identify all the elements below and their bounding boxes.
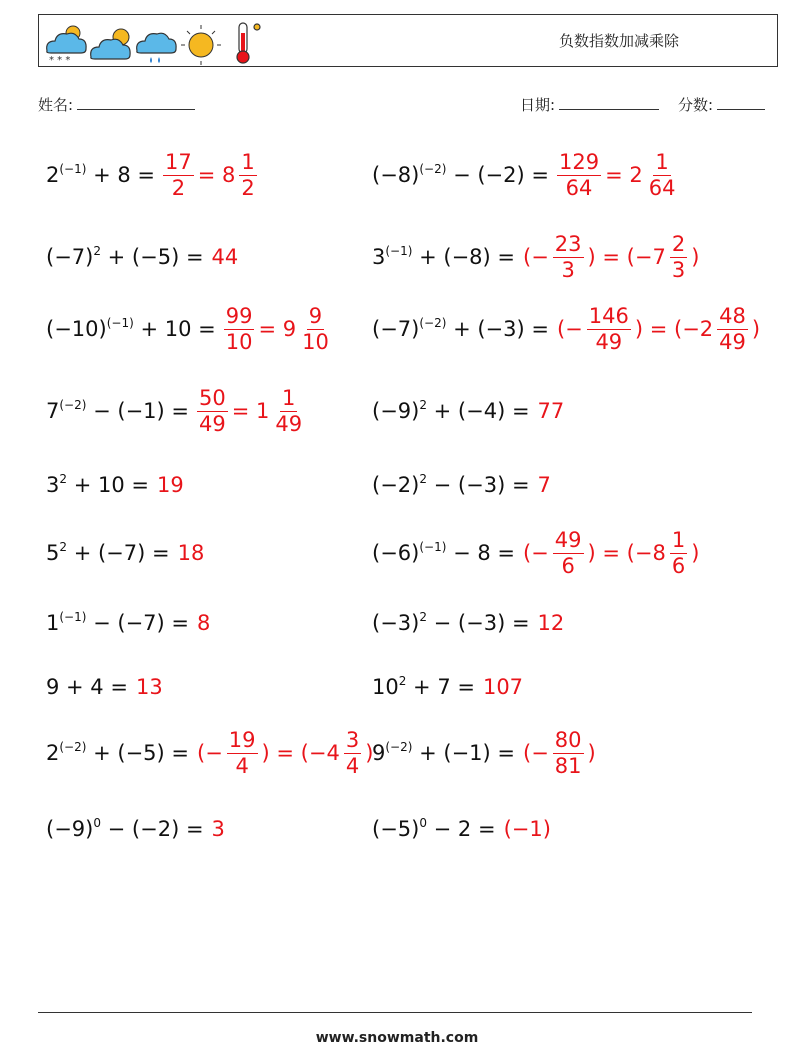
question-text xyxy=(372,815,496,841)
answer-text: (− xyxy=(197,740,223,765)
answer-text: (− xyxy=(556,316,583,341)
question-text xyxy=(46,815,204,841)
sun-cloud-icon xyxy=(91,29,130,59)
question-text xyxy=(46,315,216,341)
problem-item xyxy=(46,462,186,508)
problem-item xyxy=(372,306,762,352)
answer-text: 7 xyxy=(537,472,551,497)
question-rest: + (−3) = xyxy=(446,316,549,341)
problem-item xyxy=(372,462,553,508)
fraction-denominator: 49 xyxy=(199,411,226,436)
answer xyxy=(176,540,207,565)
thermometer-icon xyxy=(237,23,260,63)
answer-text: = 8 xyxy=(197,162,236,187)
question-exponent: (−1) xyxy=(419,539,447,554)
problem-item xyxy=(46,530,206,576)
question-base: 7 xyxy=(46,398,60,423)
question-text xyxy=(46,674,128,699)
fraction-denominator: 64 xyxy=(648,175,676,200)
question-rest: + (−5) = xyxy=(86,740,189,765)
footer-url: www.snowmath.com xyxy=(315,1030,479,1046)
question-text xyxy=(46,161,156,187)
answer-fraction xyxy=(197,386,228,435)
problem-item xyxy=(372,806,553,852)
fraction-numerator: 3 xyxy=(345,728,360,753)
question-base: (−6) xyxy=(372,540,420,565)
question-rest: + 10 = xyxy=(67,472,149,497)
name-field[interactable] xyxy=(38,94,195,115)
question-exponent: 2 xyxy=(93,243,101,258)
fraction-numerator: 1 xyxy=(241,150,255,175)
fraction-numerator: 17 xyxy=(165,150,192,175)
footer-divider xyxy=(38,1012,752,1013)
fraction-numerator: 50 xyxy=(199,386,226,411)
question-exponent: (−2) xyxy=(385,739,413,754)
fraction-denominator: 81 xyxy=(554,753,582,778)
question-rest: + (−7) = xyxy=(67,540,170,565)
answer xyxy=(536,398,567,423)
fraction-denominator: 3 xyxy=(671,257,686,282)
question-text xyxy=(46,243,204,269)
answer-text: 12 xyxy=(537,610,565,635)
answer xyxy=(210,816,227,841)
answer-text: 107 xyxy=(482,674,524,699)
answer xyxy=(555,150,679,199)
answer xyxy=(536,610,567,635)
problem-item xyxy=(372,664,525,710)
question-base: (−2) xyxy=(372,472,420,497)
answer xyxy=(195,610,212,635)
answer xyxy=(521,528,701,577)
answer-text: = 2 xyxy=(605,162,643,187)
date-label: 日期: xyxy=(520,96,556,114)
question-rest: − 8 = xyxy=(446,540,515,565)
fraction-denominator: 49 xyxy=(719,329,746,354)
answer-fraction xyxy=(647,150,678,199)
question-exponent: 2 xyxy=(419,609,427,624)
fraction-denominator: 6 xyxy=(561,553,575,578)
question-text xyxy=(372,539,515,565)
answer-fraction xyxy=(273,386,304,435)
question-exponent: 2 xyxy=(419,471,427,486)
fraction-denominator: 4 xyxy=(345,753,360,778)
question-rest: + 10 = xyxy=(133,316,216,341)
question-exponent: 2 xyxy=(59,471,68,486)
answer-fraction xyxy=(717,304,748,353)
answer xyxy=(161,150,259,199)
question-exponent: 2 xyxy=(419,397,427,412)
answer xyxy=(502,816,553,841)
fraction-numerator: 9 xyxy=(308,304,323,329)
answer-text: = 1 xyxy=(231,398,270,423)
answer-text: 8 xyxy=(197,610,211,635)
answer xyxy=(481,674,525,699)
question-text xyxy=(372,739,515,765)
question-rest: + 8 = xyxy=(86,162,156,187)
problem-item xyxy=(46,306,333,352)
question-exponent: 0 xyxy=(93,815,101,830)
answer xyxy=(521,232,701,281)
question-rest: − (−2) = xyxy=(100,816,204,841)
answer-fraction xyxy=(587,304,631,353)
question-rest: − 2 = xyxy=(426,816,496,841)
fraction-numerator: 80 xyxy=(554,728,582,753)
score-field[interactable] xyxy=(678,94,765,115)
answer-text: (− xyxy=(523,740,549,765)
problem-item xyxy=(372,234,701,280)
question-rest: − (−3) = xyxy=(426,610,530,635)
question-rest: − (−3) = xyxy=(426,472,530,497)
answer-fraction xyxy=(553,728,584,777)
problem-item xyxy=(46,664,165,710)
fraction-denominator: 49 xyxy=(595,329,623,354)
answer xyxy=(555,304,762,353)
answer-fraction xyxy=(670,528,687,577)
question-exponent: (−1) xyxy=(59,609,87,624)
problem-item xyxy=(46,152,259,198)
fraction-denominator: 49 xyxy=(275,411,303,436)
question-base: 1 xyxy=(46,610,60,635)
answer-text: ) xyxy=(587,740,596,765)
fraction-numerator: 129 xyxy=(558,150,600,175)
fraction-denominator: 4 xyxy=(235,753,249,778)
answer-text: ) = (−4 xyxy=(261,740,340,765)
question-base: (−5) xyxy=(372,816,420,841)
problem-item xyxy=(46,730,375,776)
question-rest: − (−1) = xyxy=(86,398,189,423)
question-base: 9 xyxy=(372,740,386,765)
fraction-denominator: 2 xyxy=(171,175,186,200)
answer-text: 77 xyxy=(537,398,565,423)
answer xyxy=(210,244,241,269)
question-exponent: (−2) xyxy=(59,397,87,412)
svg-text:* * *: * * * xyxy=(49,55,71,65)
snow-cloud-icon xyxy=(47,26,86,65)
fraction-denominator: 6 xyxy=(671,553,686,578)
answer-fraction xyxy=(553,232,584,281)
fraction-denominator: 10 xyxy=(302,329,329,354)
answer xyxy=(155,472,186,497)
question-base: (−7) xyxy=(46,244,94,269)
weather-icons xyxy=(43,19,273,65)
problem-item xyxy=(46,388,306,434)
fraction-numerator: 19 xyxy=(228,728,256,753)
answer-text: ) xyxy=(751,316,761,341)
problem-item xyxy=(46,600,212,646)
question-base: (−3) xyxy=(372,610,420,635)
problem-item xyxy=(46,806,227,852)
answer-text: 19 xyxy=(156,472,184,497)
answer-text: 3 xyxy=(211,816,225,841)
worksheet-title: 负数指数加减乘除 xyxy=(559,32,680,50)
question-exponent: (−1) xyxy=(385,243,413,258)
answer-fraction xyxy=(239,150,256,199)
question-exponent: 0 xyxy=(419,815,427,830)
answer-fraction xyxy=(557,150,601,199)
question-exponent: (−1) xyxy=(59,161,87,176)
question-rest: + (−8) = xyxy=(412,244,515,269)
answer-fraction xyxy=(227,728,258,777)
answer-fraction xyxy=(344,728,361,777)
answer-fraction xyxy=(553,528,584,577)
question-exponent: 2 xyxy=(398,673,407,688)
sun-icon xyxy=(181,25,221,65)
question-base: (−10) xyxy=(46,316,107,341)
answer-fraction xyxy=(224,304,255,353)
question-exponent: (−2) xyxy=(59,739,87,754)
problem-item xyxy=(372,530,701,576)
answer-text: (− xyxy=(522,540,549,565)
answer-text: = 9 xyxy=(258,316,297,341)
score-blank[interactable] xyxy=(717,108,765,110)
question-exponent: 2 xyxy=(59,539,68,554)
question-base: (−9) xyxy=(372,398,420,423)
fraction-denominator: 64 xyxy=(565,175,593,200)
problem-item xyxy=(372,600,566,646)
answer-text: ) xyxy=(691,244,700,269)
answer-text: 13 xyxy=(135,674,163,699)
question-text xyxy=(372,609,530,635)
fraction-numerator: 23 xyxy=(554,232,582,257)
question-text xyxy=(46,539,170,565)
question-text xyxy=(372,673,475,699)
problem-item xyxy=(46,234,240,280)
fraction-numerator: 2 xyxy=(671,232,686,257)
question-rest: + (−4) = xyxy=(426,398,530,423)
problem-item xyxy=(372,730,598,776)
fraction-denominator: 2 xyxy=(241,175,255,200)
question-text xyxy=(46,739,189,765)
name-label: 姓名: xyxy=(38,96,74,114)
answer-fraction xyxy=(163,150,194,199)
fraction-numerator: 1 xyxy=(671,528,686,553)
question-rest: − (−7) = xyxy=(86,610,189,635)
question-text xyxy=(46,609,189,635)
answer xyxy=(195,386,306,435)
question-rest: + 7 = xyxy=(406,674,475,699)
rain-cloud-icon xyxy=(137,33,176,63)
fraction-denominator: 10 xyxy=(225,329,253,354)
fraction-numerator: 99 xyxy=(225,304,253,329)
answer xyxy=(195,728,375,777)
question-base: 3 xyxy=(372,244,386,269)
answer-text: ) = (−7 xyxy=(587,244,666,269)
fraction-numerator: 1 xyxy=(282,386,296,411)
date-field[interactable] xyxy=(520,94,659,115)
question-base: 2 xyxy=(46,740,60,765)
answer-text: 18 xyxy=(177,540,205,565)
question-text xyxy=(372,161,549,187)
problem-item xyxy=(372,152,679,198)
question-exponent: (−2) xyxy=(419,315,447,330)
score-label: 分数: xyxy=(678,96,714,114)
question-text xyxy=(372,243,515,269)
fraction-numerator: 48 xyxy=(719,304,746,329)
question-rest: − (−2) = xyxy=(446,162,549,187)
answer-text: ) = (−8 xyxy=(587,540,666,565)
header-box xyxy=(38,14,778,67)
question-rest: + (−5) = xyxy=(100,244,204,269)
question-base: (−9) xyxy=(46,816,94,841)
question-exponent: (−2) xyxy=(419,161,447,176)
question-base: 10 xyxy=(372,674,399,699)
answer-text: ) xyxy=(365,740,374,765)
answer-text: ) = (−2 xyxy=(634,316,714,341)
answer-fraction xyxy=(670,232,687,281)
question-text xyxy=(372,397,530,423)
question-base: 3 xyxy=(46,472,60,497)
question-base: (−7) xyxy=(372,316,420,341)
problem-item xyxy=(372,388,566,434)
answer xyxy=(134,674,165,699)
fraction-numerator: 1 xyxy=(655,150,669,175)
answer-fraction xyxy=(300,304,331,353)
question-text xyxy=(372,315,549,341)
question-rest: + (−1) = xyxy=(412,740,515,765)
answer xyxy=(521,728,598,777)
fraction-numerator: 146 xyxy=(588,304,629,329)
fraction-numerator: 49 xyxy=(554,528,582,553)
answer xyxy=(536,472,553,497)
date-blank[interactable] xyxy=(559,108,659,110)
question-base: 9 + 4 = xyxy=(46,674,128,699)
answer-text: 44 xyxy=(211,244,239,269)
question-exponent: (−1) xyxy=(106,315,134,330)
answer-text: (−1) xyxy=(503,816,551,841)
fraction-denominator: 3 xyxy=(561,257,575,282)
answer-text: (− xyxy=(523,244,549,269)
answer-text: ) xyxy=(691,540,700,565)
question-text xyxy=(372,471,530,497)
question-base: 5 xyxy=(46,540,60,565)
question-text xyxy=(46,397,189,423)
question-base: (−8) xyxy=(372,162,420,187)
answer xyxy=(222,304,333,353)
name-blank[interactable] xyxy=(77,108,195,110)
question-base: 2 xyxy=(46,162,60,187)
question-text xyxy=(46,471,149,497)
